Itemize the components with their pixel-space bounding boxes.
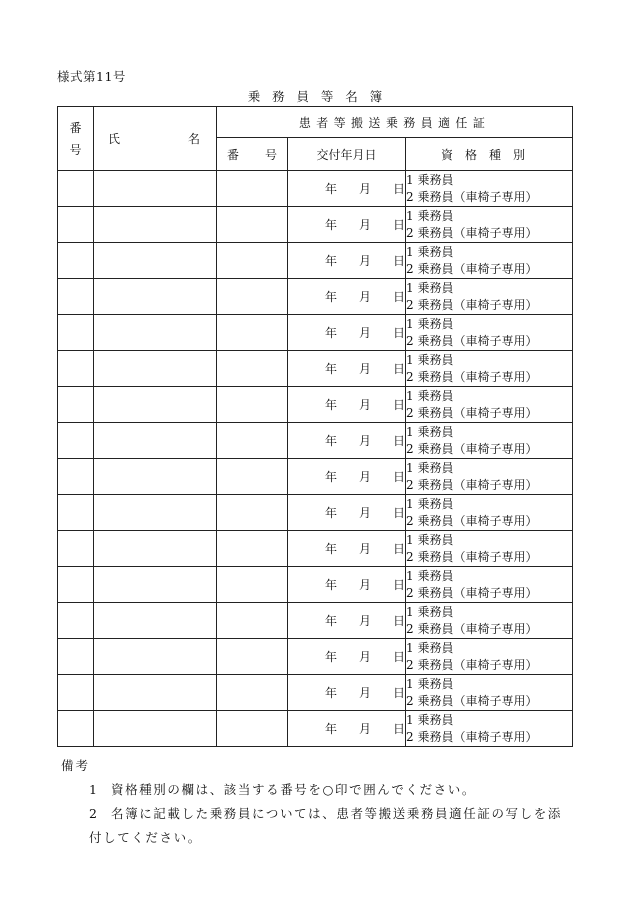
cell-name[interactable]: [94, 387, 217, 423]
date-unit-month: 月: [358, 506, 371, 520]
date-unit-day: 日: [392, 686, 405, 700]
qualification-option-2[interactable]: 2 乗務員（車椅子専用）: [406, 225, 538, 240]
table-row: [58, 711, 573, 747]
date-unit-year: 年: [324, 506, 337, 520]
date-unit-year: 年: [324, 686, 337, 700]
cell-qualification[interactable]: [406, 279, 573, 315]
date-unit-year: 年: [324, 614, 337, 628]
col-header-certificate: [217, 107, 573, 138]
remarks-note-2: [57, 802, 577, 826]
cell-cert-number[interactable]: [217, 243, 288, 279]
cell-cert-number[interactable]: [217, 567, 288, 603]
certificate-title: 患者等搬送乗務員適任証: [298, 115, 491, 130]
cell-issue-date[interactable]: [288, 675, 406, 711]
cell-number[interactable]: [58, 459, 94, 495]
cell-qualification[interactable]: [406, 495, 573, 531]
qualification-option-2[interactable]: 2 乗務員（車椅子専用）: [406, 693, 538, 708]
cell-number[interactable]: [58, 171, 94, 207]
date-unit-day: 日: [392, 470, 405, 484]
cell-issue-date[interactable]: [288, 639, 406, 675]
cell-issue-date[interactable]: [288, 459, 406, 495]
remarks-label: 備考: [61, 758, 91, 773]
cell-cert-number[interactable]: [217, 531, 288, 567]
date-unit-year: 年: [324, 326, 337, 340]
table-row: [58, 171, 573, 207]
note-2-number: 2: [89, 806, 97, 821]
cell-qualification[interactable]: [406, 603, 573, 639]
table-row: [58, 459, 573, 495]
cell-issue-date[interactable]: [288, 495, 406, 531]
table-row: [58, 351, 573, 387]
date-unit-day: 日: [392, 362, 405, 376]
date-unit-year: 年: [324, 362, 337, 376]
date-unit-day: 日: [392, 434, 405, 448]
date-unit-year: 年: [324, 290, 337, 304]
cell-number[interactable]: [58, 711, 94, 747]
cell-number[interactable]: [58, 639, 94, 675]
cell-qualification[interactable]: [406, 207, 573, 243]
cell-cert-number[interactable]: [217, 207, 288, 243]
cell-issue-date[interactable]: [288, 351, 406, 387]
note-1-number: 1: [89, 782, 97, 797]
col-header-issue-date: [288, 138, 406, 171]
cell-cert-number[interactable]: [217, 639, 288, 675]
date-unit-day: 日: [392, 650, 405, 664]
qualification-option-1[interactable]: 1 乗務員: [406, 712, 454, 727]
qualification-option-1[interactable]: 1 乗務員: [406, 496, 454, 511]
cell-name[interactable]: [94, 603, 217, 639]
qualification-option-1[interactable]: 1 乗務員: [406, 280, 454, 295]
cell-number[interactable]: [58, 207, 94, 243]
date-unit-day: 日: [392, 254, 405, 268]
qualification-option-1[interactable]: 1 乗務員: [406, 604, 454, 619]
cell-qualification[interactable]: [406, 243, 573, 279]
date-unit-day: 日: [392, 326, 405, 340]
qualification-option-1[interactable]: 1 乗務員: [406, 568, 454, 583]
register-body: [58, 171, 573, 747]
form-number: 様式第11号: [57, 69, 126, 84]
qualification-option-2[interactable]: 2 乗務員（車椅子専用）: [406, 441, 538, 456]
date-unit-day: 日: [392, 506, 405, 520]
remarks-section: [57, 754, 577, 850]
date-unit-month: 月: [358, 218, 371, 232]
cell-number[interactable]: [58, 531, 94, 567]
date-unit-year: 年: [324, 398, 337, 412]
date-unit-day: 日: [392, 722, 405, 736]
cell-name[interactable]: [94, 171, 217, 207]
cell-qualification[interactable]: [406, 315, 573, 351]
date-unit-year: 年: [324, 722, 337, 736]
qualification-option-2[interactable]: 2 乗務員（車椅子専用）: [406, 729, 538, 744]
date-unit-month: 月: [358, 542, 371, 556]
qualification-option-2[interactable]: 2 乗務員（車椅子専用）: [406, 513, 538, 528]
cell-number[interactable]: [58, 495, 94, 531]
qualification-option-2[interactable]: 2 乗務員（車椅子専用）: [406, 189, 538, 204]
cell-qualification[interactable]: [406, 459, 573, 495]
cell-number[interactable]: [58, 603, 94, 639]
date-unit-year: 年: [324, 578, 337, 592]
cell-qualification[interactable]: [406, 423, 573, 459]
cell-qualification[interactable]: [406, 387, 573, 423]
cell-issue-date[interactable]: [288, 423, 406, 459]
date-unit-month: 月: [358, 578, 371, 592]
qualification-option-2[interactable]: 2 乗務員（車椅子専用）: [406, 549, 538, 564]
cell-name[interactable]: [94, 495, 217, 531]
table-row: [58, 567, 573, 603]
cell-cert-number[interactable]: [217, 603, 288, 639]
qualification-option-2[interactable]: 2 乗務員（車椅子専用）: [406, 621, 538, 636]
cell-name[interactable]: [94, 315, 217, 351]
col-header-name-right: 名: [187, 132, 200, 146]
cell-qualification[interactable]: [406, 711, 573, 747]
date-unit-month: 月: [358, 470, 371, 484]
qualification-option-2[interactable]: 2 乗務員（車椅子専用）: [406, 369, 538, 384]
table-row: [58, 675, 573, 711]
document-title: 乗務員等名簿: [247, 89, 395, 104]
cell-cert-number[interactable]: [217, 279, 288, 315]
date-unit-month: 月: [358, 182, 371, 196]
note-1-text: 資格種別の欄は、該当する番号を○印で囲んでください。: [111, 782, 477, 797]
cell-issue-date[interactable]: [288, 387, 406, 423]
cell-issue-date[interactable]: [288, 279, 406, 315]
qualification-option-1[interactable]: 1 乗務員: [406, 676, 454, 691]
qualification-option-2[interactable]: 2 乗務員（車椅子専用）: [406, 657, 538, 672]
table-row: [58, 603, 573, 639]
table-row: [58, 531, 573, 567]
cell-issue-date[interactable]: [288, 531, 406, 567]
date-unit-month: 月: [358, 614, 371, 628]
note-2-continuation: 付してください。: [89, 830, 202, 845]
col-header-name-left: 氏: [108, 132, 121, 146]
date-unit-day: 日: [392, 290, 405, 304]
cell-name[interactable]: [94, 279, 217, 315]
col-header-cert-number: [217, 138, 288, 171]
cell-number[interactable]: [58, 243, 94, 279]
cell-name[interactable]: [94, 423, 217, 459]
date-unit-month: 月: [358, 362, 371, 376]
table-row: [58, 243, 573, 279]
cell-name[interactable]: [94, 351, 217, 387]
cell-number[interactable]: [58, 351, 94, 387]
cell-cert-number[interactable]: [217, 495, 288, 531]
date-unit-day: 日: [392, 542, 405, 556]
qualification-option-2[interactable]: 2 乗務員（車椅子専用）: [406, 405, 538, 420]
cell-issue-date[interactable]: [288, 171, 406, 207]
date-unit-year: 年: [324, 434, 337, 448]
cert-number-right: 号: [264, 147, 277, 162]
cell-issue-date[interactable]: [288, 243, 406, 279]
date-unit-day: 日: [392, 398, 405, 412]
cell-cert-number[interactable]: [217, 351, 288, 387]
note-2-text: 名簿に記載した乗務員については、患者等搬送乗務員適任証の写しを添: [111, 806, 562, 821]
cell-qualification[interactable]: [406, 639, 573, 675]
date-unit-month: 月: [358, 686, 371, 700]
table-row: [58, 423, 573, 459]
date-unit-year: 年: [324, 470, 337, 484]
cell-name[interactable]: [94, 639, 217, 675]
cell-cert-number[interactable]: [217, 423, 288, 459]
date-unit-day: 日: [392, 614, 405, 628]
table-row: [58, 207, 573, 243]
table-row: [58, 279, 573, 315]
cell-cert-number[interactable]: [217, 675, 288, 711]
date-unit-day: 日: [392, 182, 405, 196]
cell-number[interactable]: [58, 315, 94, 351]
cell-name[interactable]: [94, 459, 217, 495]
date-unit-year: 年: [324, 218, 337, 232]
date-unit-day: 日: [392, 578, 405, 592]
crew-register-table: [57, 106, 573, 747]
qualification-option-1[interactable]: 1 乗務員: [406, 244, 454, 259]
cell-name[interactable]: [94, 531, 217, 567]
cell-number[interactable]: [58, 423, 94, 459]
qualification-option-1[interactable]: 1 乗務員: [406, 316, 454, 331]
cell-issue-date[interactable]: [288, 315, 406, 351]
date-unit-year: 年: [324, 650, 337, 664]
qualification-option-1[interactable]: 1 乗務員: [406, 352, 454, 367]
cell-issue-date[interactable]: [288, 207, 406, 243]
qualification-option-1[interactable]: 1 乗務員: [406, 424, 454, 439]
cell-cert-number[interactable]: [217, 387, 288, 423]
date-unit-year: 年: [324, 254, 337, 268]
table-row: [58, 495, 573, 531]
cell-name[interactable]: [94, 711, 217, 747]
table-row: [58, 387, 573, 423]
cell-qualification[interactable]: [406, 567, 573, 603]
table-row: [58, 315, 573, 351]
cell-qualification[interactable]: [406, 351, 573, 387]
cell-issue-date[interactable]: [288, 603, 406, 639]
cell-qualification[interactable]: [406, 171, 573, 207]
qualification-label: 資格種別: [441, 147, 538, 162]
table-row: [58, 639, 573, 675]
cell-number[interactable]: [58, 567, 94, 603]
date-unit-month: 月: [358, 254, 371, 268]
qualification-option-1[interactable]: 1 乗務員: [406, 532, 454, 547]
date-unit-month: 月: [358, 722, 371, 736]
cell-cert-number[interactable]: [217, 315, 288, 351]
date-unit-month: 月: [358, 434, 371, 448]
cell-cert-number[interactable]: [217, 459, 288, 495]
qualification-option-2[interactable]: 2 乗務員（車椅子専用）: [406, 585, 538, 600]
qualification-option-2[interactable]: 2 乗務員（車椅子専用）: [406, 333, 538, 348]
qualification-option-2[interactable]: 2 乗務員（車椅子専用）: [406, 477, 538, 492]
cell-name[interactable]: [94, 567, 217, 603]
cell-qualification[interactable]: [406, 675, 573, 711]
cell-name[interactable]: [94, 675, 217, 711]
cell-issue-date[interactable]: [288, 567, 406, 603]
qualification-option-1[interactable]: 1 乗務員: [406, 460, 454, 475]
cell-qualification[interactable]: [406, 531, 573, 567]
cell-cert-number[interactable]: [217, 171, 288, 207]
cell-issue-date[interactable]: [288, 711, 406, 747]
remarks-note-1: [57, 778, 577, 802]
col-header-number-label: 番 号: [69, 120, 82, 157]
date-unit-day: 日: [392, 218, 405, 232]
cell-number[interactable]: [58, 279, 94, 315]
cell-number[interactable]: [58, 675, 94, 711]
cell-cert-number[interactable]: [217, 711, 288, 747]
date-unit-month: 月: [358, 650, 371, 664]
qualification-option-1[interactable]: 1 乗務員: [406, 388, 454, 403]
qualification-option-2[interactable]: 2 乗務員（車椅子専用）: [406, 261, 538, 276]
date-unit-month: 月: [358, 290, 371, 304]
issue-date-label: 交付年月日: [316, 147, 377, 162]
date-unit-month: 月: [358, 326, 371, 340]
date-unit-month: 月: [358, 398, 371, 412]
date-unit-year: 年: [324, 182, 337, 196]
header-row-1: [58, 107, 573, 138]
qualification-option-1[interactable]: 1 乗務員: [406, 640, 454, 655]
date-unit-year: 年: [324, 542, 337, 556]
col-header-number: [58, 107, 94, 171]
cert-number-left: 番: [227, 147, 240, 162]
qualification-option-1[interactable]: 1 乗務員: [406, 172, 454, 187]
cell-number[interactable]: [58, 387, 94, 423]
cell-name[interactable]: [94, 243, 217, 279]
qualification-option-1[interactable]: 1 乗務員: [406, 208, 454, 223]
qualification-option-2[interactable]: 2 乗務員（車椅子専用）: [406, 297, 538, 312]
col-header-qualification: [406, 138, 573, 171]
col-header-name: [94, 107, 217, 171]
cell-name[interactable]: [94, 207, 217, 243]
